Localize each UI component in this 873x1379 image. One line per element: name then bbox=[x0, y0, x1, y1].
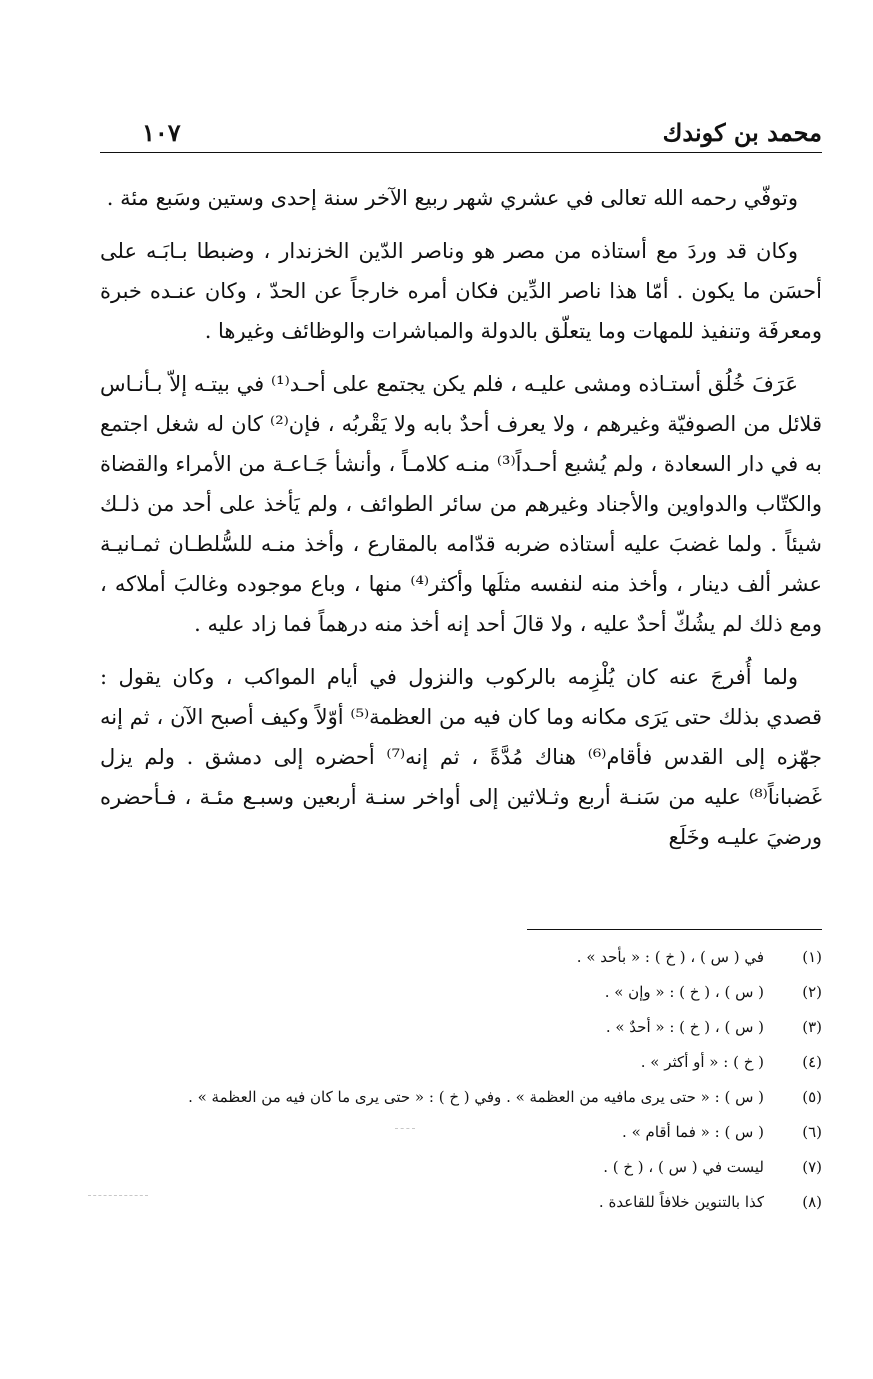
footnote-number: (٧) bbox=[802, 1158, 822, 1176]
running-title: محمد بن كوندك bbox=[662, 118, 822, 147]
running-header bbox=[100, 118, 822, 152]
footnote-number: (٨) bbox=[802, 1193, 822, 1211]
footnote-rule bbox=[527, 929, 822, 930]
main-text bbox=[100, 178, 822, 870]
footnote-number: (٣) bbox=[802, 1018, 822, 1036]
footnote-number: (٢) bbox=[802, 983, 822, 1001]
footnote-text: كذا بالتنوين خلافاً للقاعدة . bbox=[598, 1193, 764, 1211]
footnote-text: ( س ) ، ( خ ) : « وإن » . bbox=[604, 983, 764, 1001]
footnote-number: (٦) bbox=[802, 1123, 822, 1141]
scan-artifact bbox=[395, 1128, 415, 1129]
footnote-number: (٥) bbox=[802, 1088, 822, 1106]
footnote-text: ( س ) : « فما أقام » . bbox=[622, 1123, 764, 1141]
paragraph: عَرَفَ خُلُق أستـاذه ومشى عليـه ، فلم يكن يجتمع على أحـد⁽¹⁾ في بيتـه إلاّ بـأنـاس قلائل من الصوفيّة وغيرهم ، ولا يعرف أحدٌ بابه ولا يَقْربُه ، فإن⁽²⁾ كان له شغل اجتمع به في دار السعادة ، ولم يُشبع أحـداً⁽³⁾ منـه كلامـاً ، وأنشأ جَـاعـة من الأمراء والقضاة والكتّاب والدواوين والأجناد وغيرهم من سائر الطوائف ، ولم يَأخذ على أحد من ذلـك شيئاً . ولما غضبَ عليه أستاذه ضربه قدّامه بالمقارع ، وأخذ منـه للسُّلطـان ثمـانيـة عشر ألف دينار ، وأخذ منه لنفسه مثلَها وأكثر⁽⁴⁾ منها ، وباع موجوده وغالبَ أملاكه ، ومع ذلك لم يشُكّ أحدٌ عليه ، ولا قالَ أحد إنه أخذ منه درهماً فما زاد عليه . bbox=[100, 372, 822, 636]
footnote bbox=[100, 1150, 822, 1185]
footnote bbox=[100, 975, 822, 1010]
footnote-text: ( س ) : « حتى يرى مافيه من العظمة » . وفي ( خ ) : « حتى يرى ما كان فيه من العظمة » . bbox=[188, 1088, 764, 1106]
header-rule bbox=[100, 152, 822, 153]
footnote bbox=[100, 1080, 822, 1115]
footnote bbox=[100, 1045, 822, 1080]
paragraph: ولما أُفرجَ عنه كان يُلْزِمه بالركوب والنزول في أيام المواكب ، وكان يقول : قصدي بذلك حتى يَرَى مكانه وما كان فيه من العظمة⁽⁵⁾ أوّلاً وكيف أصبح الآن ، ثم إنه جهّزه إلى القدس فأقام⁽⁶⁾ هناك مُدَّةً ، ثم إنه⁽⁷⁾ أحضره إلى دمشق . ولم يزل غَضباناً⁽⁸⁾ عليه من سَنـة أربع وثـلاثين إلى أواخر سنـة أربعين وسبـع مئـة ، فـأحضره ورضيَ عليـه وخَلَع bbox=[100, 665, 823, 849]
paragraph: وتوفّي رحمه الله تعالى في عشري شهر ربيع الآخر سنة إحدى وستين وسَبع مئة . bbox=[106, 186, 798, 210]
footnote-number: (٤) bbox=[802, 1053, 822, 1071]
footnote-text: ليست في ( س ) ، ( خ ) . bbox=[603, 1158, 764, 1176]
footnote bbox=[100, 1185, 822, 1220]
footnote-text: ( خ ) : « أو أكثر » . bbox=[640, 1053, 764, 1071]
footnote-number: (١) bbox=[802, 948, 822, 966]
footnote-text: في ( س ) ، ( خ ) : « بأحد » . bbox=[576, 948, 764, 966]
scan-artifact bbox=[88, 1195, 148, 1196]
footnote-text: ( س ) ، ( خ ) : « أحدٌ » . bbox=[605, 1018, 764, 1036]
footnote bbox=[100, 1010, 822, 1045]
footnotes bbox=[100, 940, 822, 1220]
page-number: ١٠٧ bbox=[142, 118, 181, 147]
footnote bbox=[100, 1115, 822, 1150]
footnote bbox=[100, 940, 822, 975]
paragraph: وكان قد وردَ مع أستاذه من مصر هو وناصر الدّين الخزندار ، وضبطا بـابَـه على أحسَن ما يكون . أمّا هذا ناصر الدِّين فكان أمره خارجاً عن الحدّ ، وكان عنـده خبرة ومعرفَة وتنفيذ للمهات وما يتعلّق بالدولة والمباشرات والوظائف وغيرها . bbox=[100, 239, 822, 343]
